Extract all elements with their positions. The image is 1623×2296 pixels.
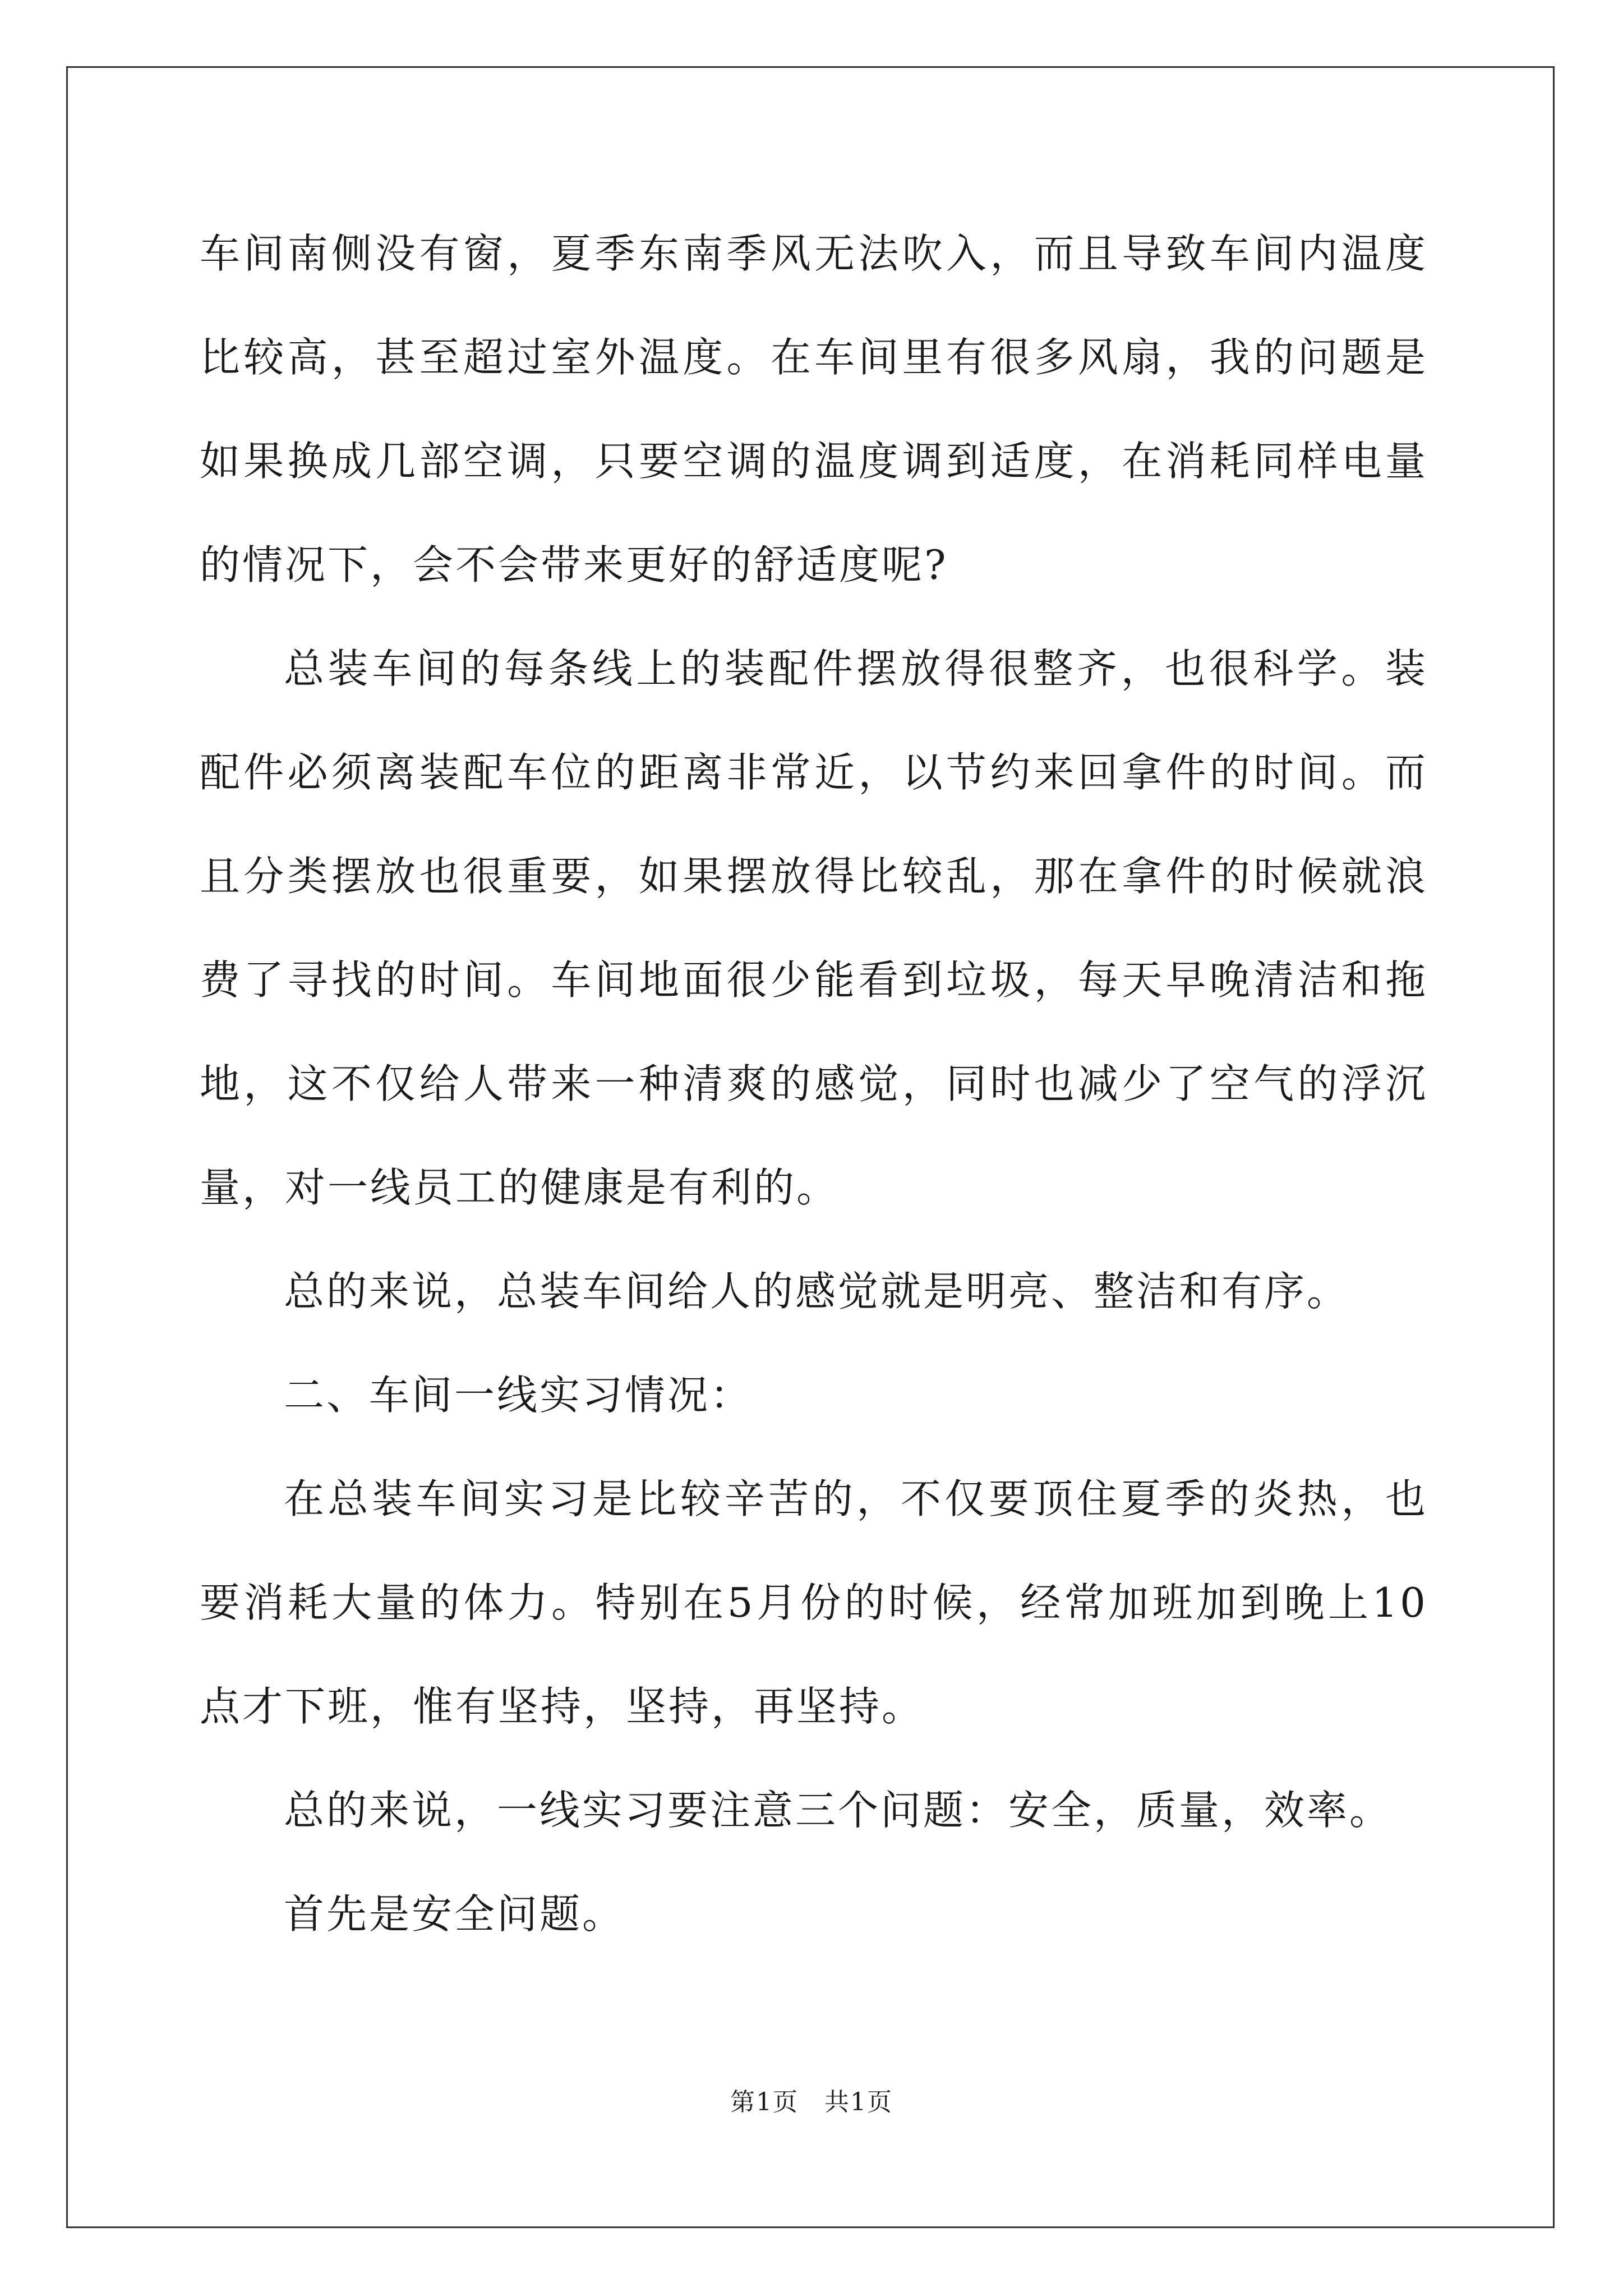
page-number-footer: 第1页 共1页: [730, 2088, 893, 2116]
document-body: [200, 202, 1428, 1966]
paragraph-2: 总装车间的每条线上的装配件摆放得很整齐，也很科学。装配件必须离装配车位的距离非常近，以节约来回拿件的时间。而且分类摆放也很重要，如果摆放得比较乱，那在拿件的时候就浪费了寻找的时间。车间地面很少能看到垃圾，每天早晚清洁和拖地，这不仅给人带来一种清爽的感觉，同时也减少了空气的浮沉量，对一线员工的健康是有利的。: [200, 645, 1428, 1211]
section-heading: 二、车间一线实习情况：: [284, 1372, 753, 1419]
paragraph-3: 总的来说，总装车间给人的感觉就是明亮、整洁和有序。: [284, 1268, 1350, 1315]
paragraph-6: 首先是安全问题。: [284, 1890, 625, 1938]
paragraph-4: 在总装车间实习是比较辛苦的，不仅要顶住夏季的炎热，也要消耗大量的体力。特别在5月份的时候，经常加班加到晚上10点才下班，惟有坚持，坚持，再坚持。: [200, 1475, 1428, 1730]
paragraph-1: 车间南侧没有窗，夏季东南季风无法吹入，而且导致车间内温度比较高，甚至超过室外温度。在车间里有很多风扇，我的问题是如果换成几部空调，只要空调的温度调到适度，在消耗同样电量的情况下，会不会带来更好的舒适度呢?: [200, 230, 1428, 588]
paragraph-5: 总的来说，一线实习要注意三个问题：安全，质量，效率。: [284, 1787, 1393, 1834]
